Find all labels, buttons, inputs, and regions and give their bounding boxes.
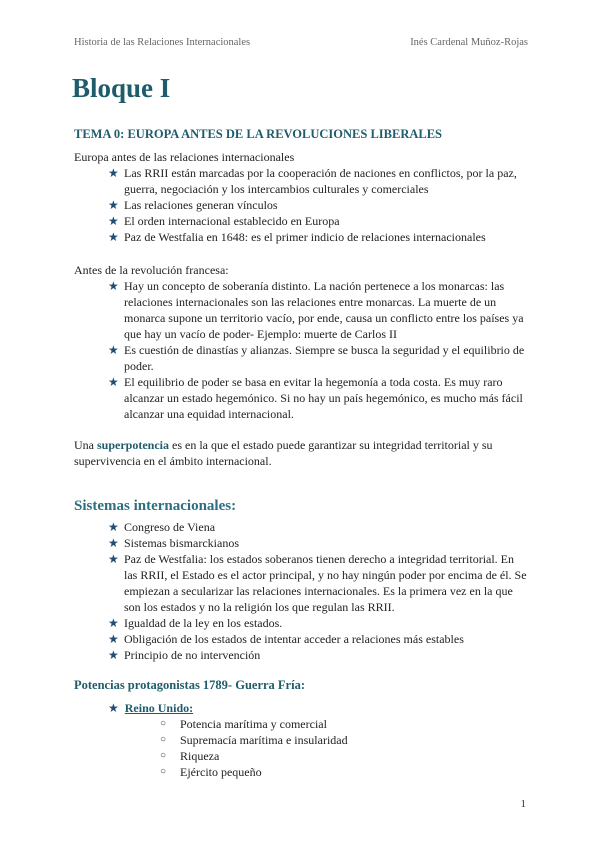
star-bullet-icon: ★ (108, 375, 119, 389)
list-item: ★ Es cuestión de dinastías y alianzas. Siempre se busca la seguridad y el equilibrio de poder. (108, 343, 525, 373)
reino-unido-label: Reino Unido: (124, 701, 194, 715)
superpotencia-paragraph: Una superpotencia es en la que el estado puede garantizar su integridad territorial y su supervivencia en el ámbito internacional. (74, 438, 493, 468)
header-course-title: Historia de las Relaciones Internacionales (74, 37, 251, 48)
reino-unido-item (108, 700, 193, 716)
star-bullet-icon: ★ (108, 166, 119, 180)
list-item: ★ Sistemas bismarckianos (108, 536, 239, 550)
list-item: ★ Paz de Westfalia: los estados soberanos tienen derecho a integridad territorial. En las RRII, el Estado es el actor principal, y no hay ningún poder por encima de él. Se empiezan a secularizar las relaciones internacionales. Es la primera vez en la que son los estados y no la religión los que regulan las RRII. (108, 552, 527, 614)
star-bullet-icon: ★ (108, 279, 119, 293)
circle-bullet-icon: ○ (160, 750, 167, 761)
bullet-list-sistemas (108, 519, 528, 663)
star-bullet-icon: ★ (108, 632, 119, 646)
star-bullet-icon: ★ (108, 648, 119, 662)
list-item: ★ El orden internacional establecido en Europa (108, 214, 340, 228)
list-item: ★ Las RRII están marcadas por la cooperación de naciones en conflictos, por la paz, guerra, negociación y los intercambios culturales y comerciales (108, 166, 517, 196)
circle-bullet-icon: ○ (160, 734, 167, 745)
section-heading-tema0: TEMA 0: EUROPA ANTES DE LA REVOLUCIONES LIBERALES (74, 127, 443, 141)
list-item: ○ Potencia marítima y comercial (160, 717, 327, 731)
star-bullet-icon: ★ (108, 552, 119, 566)
intro-text: Europa antes de las relaciones internacionales (74, 150, 295, 164)
star-bullet-icon: ★ (108, 520, 119, 534)
list-item: ○ Ejército pequeño (160, 765, 262, 779)
star-bullet-icon: ★ (108, 214, 119, 228)
list-item: ★ El equilibrio de poder se basa en evitar la hegemonía a toda costa. Es muy raro alcanzar un estado hegemónico. Si no hay un país hegemónico, es mucho más fácil alcanzar una equidad internacional. (108, 375, 523, 421)
star-bullet-icon: ★ (108, 616, 119, 630)
list-item: ★ Paz de Westfalia en 1648: es el primer indicio de relaciones internacionales (108, 230, 486, 244)
list-item: ★ Las relaciones generan vínculos (108, 198, 278, 212)
circle-bullet-icon: ○ (160, 718, 167, 729)
star-bullet-icon: ★ (108, 198, 119, 212)
sistemas-heading: Sistemas internacionales: (74, 498, 237, 514)
list-item: ★ Obligación de los estados de intentar acceder a relaciones más estables (108, 632, 464, 646)
antes-text: Antes de la revolución francesa: (74, 263, 229, 277)
reino-unido-sublist (160, 716, 348, 780)
list-item: ○ Supremacía marítima e insularidad (160, 733, 348, 747)
circle-bullet-icon: ○ (160, 766, 167, 777)
page-header (74, 37, 528, 51)
list-item: ★ Congreso de Viena (108, 520, 216, 534)
star-bullet-icon: ★ (108, 536, 119, 550)
list-item: ★ Hay un concepto de soberanía distinto. La nación pertenece a los monarcas: las relaciones internacionales son las relaciones entre monarcas. La muerte de un monarca supone un territorio vacío, por ende, causa un conflicto entre los países ya que hay un vacío de poder- Ejemplo: muerte de Carlos II (108, 279, 524, 341)
list-item: ○ Riqueza (160, 749, 220, 763)
page-number: 1 (520, 798, 526, 810)
list-item: ★ Igualdad de la ley en los estados. (108, 616, 283, 630)
star-bullet-icon: ★ (108, 701, 119, 715)
bullet-list-intro (108, 165, 528, 245)
bullet-list-antes (108, 278, 528, 422)
list-item: ★ Principio de no intervención (108, 648, 261, 662)
header-author: Inés Cardenal Muñoz-Rojas (410, 37, 528, 48)
superpotencia-term: superpotencia (97, 438, 169, 452)
potencias-heading: Potencias protagonistas 1789- Guerra Fría: (74, 678, 305, 692)
star-bullet-icon: ★ (108, 343, 119, 357)
star-bullet-icon: ★ (108, 230, 119, 244)
page-title: Bloque I (72, 73, 171, 103)
